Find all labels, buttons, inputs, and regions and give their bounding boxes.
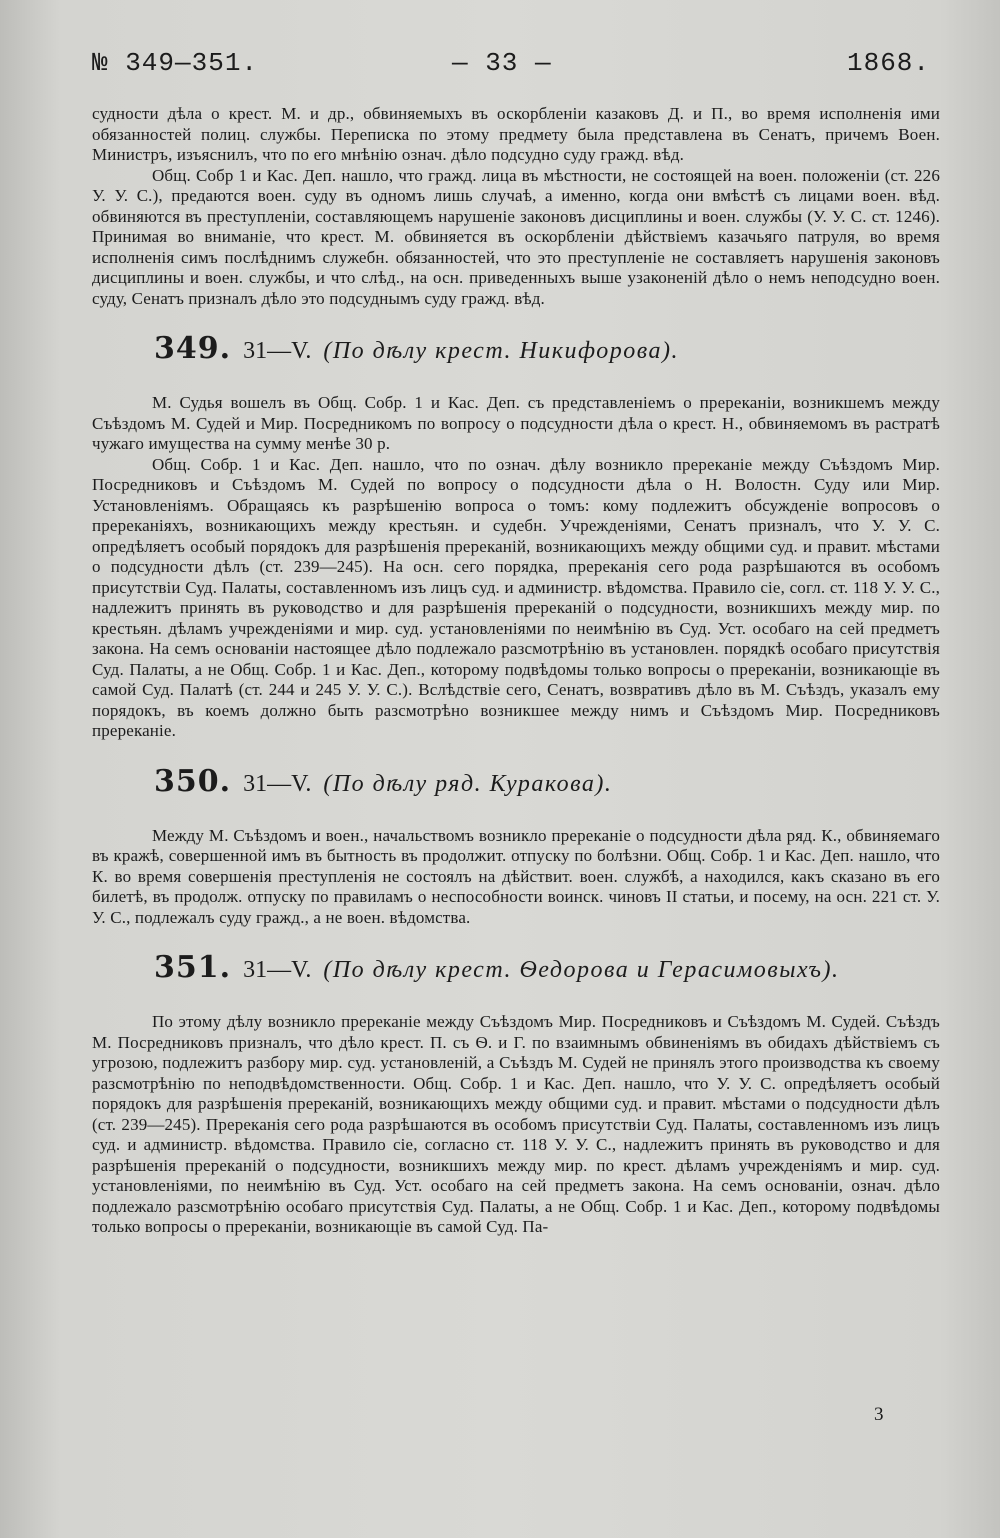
case-number: 350. — [154, 763, 232, 799]
year: 1868. — [846, 48, 930, 78]
intro-paragraph: судности дѣла о крест. М. и др., обвиняемыхъ въ оскорбленіи казаковъ Д. и П., во время исполненія ими обязанностей полиц. службы. Переписка по этому предмету была представлена въ Сенатъ, причемъ Воен. Министръ, изъяснилъ, что по его мнѣнію означ. дѣло подсудно суду гражд. вѣд. — [92, 104, 940, 164]
page-body — [92, 104, 940, 1238]
case-date: 31—V. — [243, 957, 312, 983]
case-number: 351. — [154, 950, 232, 985]
case-heading — [92, 950, 940, 990]
case-title: (По дѣлу ряд. Куракова). — [323, 770, 613, 797]
case-title: (По дѣлу крест. Никифорова). — [323, 338, 679, 364]
case-paragraph: Между М. Съѣздомъ и воен., начальствомъ возникло пререканіе о подсудности дѣла ряд. К., обвиняемаго въ кражѣ, совершенной имъ въ бытность въ продолжит. отпуску по болѣзни. Общ. Собр. 1 и Кас. Деп. нашло, что К. во время совершенія преступленія не состоялъ на дѣйствит. воен. службѣ, а находился, какъ сказано въ его билетѣ, въ продолж. отпуску по правиламъ о неспособности воинск. чиновъ II статьи, и посему, на осн. 221 ст. У. У. С., подлежалъ суду гражд., а не воен. вѣдомства. — [92, 825, 940, 927]
case-paragraph: Общ. Собр. 1 и Кас. Деп. нашло, что по означ. дѣлу возникло пререканіе между Съѣздомъ Мир. Посредниковъ и Съѣздомъ М. Судей по вопросу о подсудности дѣла о Н. Волостн. Суду или Мир. Установленіямъ. Обращаясь къ разрѣшенію вопроса о томъ: кому подлежитъ обсужденіе вопросовъ о пререканіяхъ, возникающихъ между крестьян. и судебн. Учрежденіями, Сенатъ призналъ, что У. У. С. опредѣляетъ особый порядокъ для разрѣшенія пререканій, возникающихъ между общими суд. и правит. мѣстами о подсудности дѣлъ (ст. 239—245). На осн. сего порядка, пререканія сего рода разрѣшаются въ особомъ присутствіи Суд. Палаты, составленномъ изъ лицъ суд. и администр. вѣдомства. Правило сіе, согл. ст. 118 У. У. С., надлежитъ принять въ руководство и для разрѣшенія пререканій о подсудности, возникшихъ между мир. по крестьян. дѣламъ учрежденіями и мир. суд. установленіями по неимѣнію въ Суд. Уст. особаго на сей предметъ закона. На семъ основаніи настоящее дѣло подлежало разсмотрѣнію въ установлен. порядкѣ особаго присутствія Суд. Палаты, а не Общ. Собр. 1 и Кас. Деп., которому подвѣдомы только вопросы о пререканіи, возникающіе въ самой Суд. Палатѣ (ст. 244 и 245 У. У. С.). Вслѣдствіе сего, Сенатъ, возвративъ дѣло въ М. Съѣздъ, указалъ ему порядокъ, въ коемъ должно быть разсмотрѣно возникшее между нимъ и Съѣздомъ Мир. Посредниковъ пререканіе. — [92, 454, 940, 740]
case-date: 31—V. — [243, 770, 312, 797]
case-title: (По дѣлу крест. Ѳедорова и Герасимовыхъ). — [323, 957, 840, 983]
case-heading — [92, 764, 940, 804]
running-head — [92, 48, 930, 88]
page-number: — 33 — — [452, 48, 552, 78]
signature-mark: 3 — [874, 1404, 884, 1425]
intro-paragraph: Общ. Собр 1 и Кас. Деп. нашло, что гражд. лица въ мѣстности, не состоящей на воен. положеніи (ст. 226 У. У. С.), предаются воен. суду въ одномъ лишь случаѣ, а именно, когда они вмѣстѣ съ лицами воен. вѣд. обвиняются въ преступленіи, составляющемъ нарушеніе законовъ дисциплины и воен. службы (У. У. С. ст. 1246). Принимая во вниманіе, что крест. М. обвиняется въ оскорбленіи дѣйствіемъ казачьяго патруля, во время исполненія симъ послѣднимъ служебн. обязанностей, что это преступленіе не составляетъ нарушенія законовъ дисциплины и воен. службы, и что слѣд., на осн. приведенныхъ выше узаконеній дѣло о немъ неподсудно воен. суду, Сенатъ призналъ дѣло это подсуднымъ суду гражд. вѣд. — [92, 165, 940, 308]
case-paragraph: М. Судья вошелъ въ Общ. Собр. 1 и Кас. Деп. съ представленіемъ о пререканіи, возникшемъ между Съѣздомъ М. Судей и Мир. Посредникомъ по вопросу о подсудности дѣла о крест. Н., обвиняемомъ въ растратѣ чужаго имущества на сумму менѣе 30 р. — [92, 393, 940, 453]
case-heading — [92, 331, 940, 371]
case-range: № 349—351. — [92, 48, 259, 78]
case-number: 349. — [154, 331, 232, 366]
case-paragraph: По этому дѣлу возникло пререканіе между Съѣздомъ Мир. Посредниковъ и Съѣздомъ М. Судей. Съѣздъ М. Посредниковъ призналъ, что дѣло крест. П. съ Ѳ. и Г. по взаимнымъ обвиненіямъ въ обидахъ дѣйствіемъ съ угрозою, подлежитъ разбору мир. суд. установленій, а Съѣздъ М. Судей не принялъ этого производства къ своему разсмотрѣнію по неподвѣдомственности. Общ. Собр. 1 и Кас. Деп. нашло, что У. У. С. опредѣляетъ особый порядокъ для разрѣшенія пререканій, возникающихъ между общими суд. и правит. мѣстами о подсудности дѣлъ (ст. 239—245). Пререканія сего рода разрѣшаются въ особомъ присутствіи Суд. Палаты, составленномъ изъ лицъ суд. и администр. вѣдомства. Правило сіе, согласно ст. 118 У. У. С., надлежитъ принять въ руководство и для разрѣшенія пререканій о подсудности, возникшихъ между мир. по крест. дѣламъ учрежденіямъ и мир. суд. установленіями, по неимѣнію въ Суд. Уст. особаго на сей предметъ закона. На семъ основаніи, означ. дѣло подлежало разсмотрѣнію особаго присутствія Суд. Палаты, а не Общ. Собр. 1 и Кас. Деп., которому подвѣдомы только вопросы о пререканіи, возникающіе въ самой Суд. Па- — [92, 1012, 940, 1236]
case-date: 31—V. — [243, 338, 312, 364]
